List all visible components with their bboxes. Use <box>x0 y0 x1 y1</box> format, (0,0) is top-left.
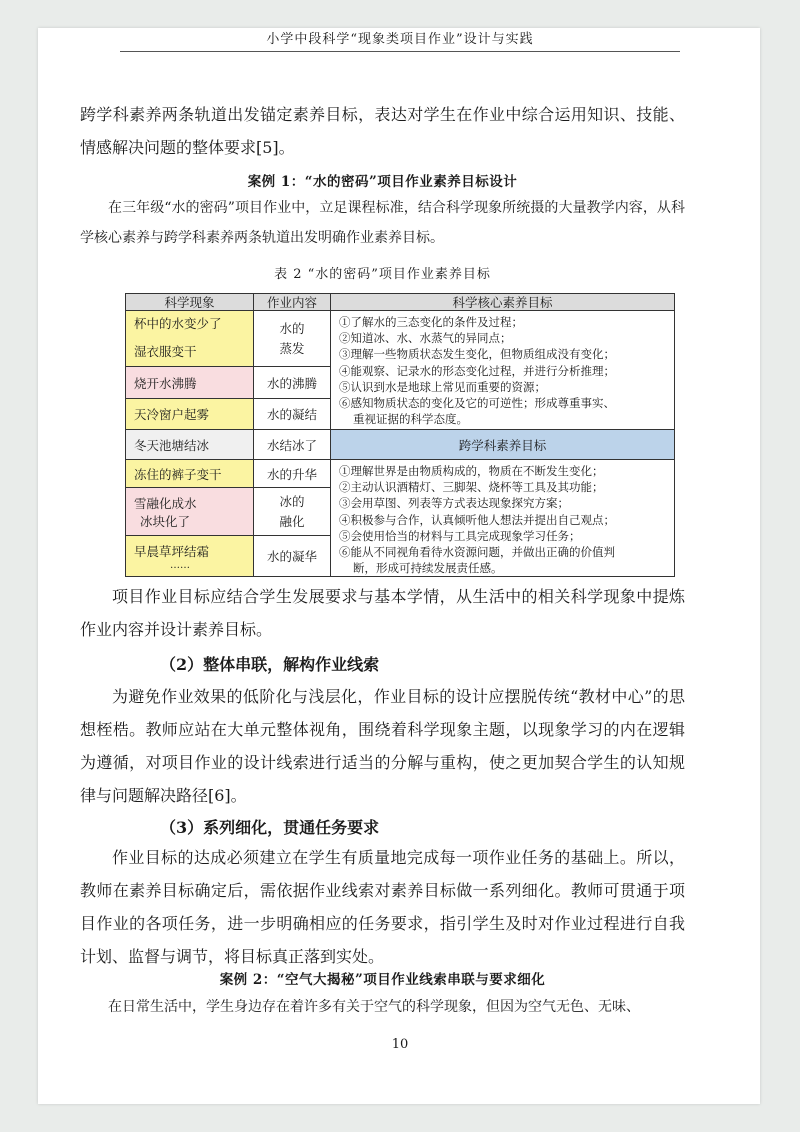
content-cell: 水结冰了 <box>254 430 331 460</box>
cross-goals-header: 跨学科素养目标 <box>331 430 674 460</box>
case2-text: 在日常生活中，学生身边存在着许多有关于空气的科学现象，但因为空气无色、无味、 <box>108 999 640 1015</box>
running-header: 小学中段科学“现象类项目作业”设计与实践 <box>120 28 680 52</box>
goal-item: ①了解水的三态变化的条件及过程； <box>339 315 523 329</box>
goal-item: ⑥能从不同视角看待水资源问题，并做出正确的价值判 <box>339 545 615 560</box>
paragraph-section3: 作业目标的达成必须建立在学生有质量地完成每一项作业任务的基础上。所以，教师在素养目标确定后，需依据作业线索对素养目标做一系列细化。教师可贯通于项目作业的各项任务，进一步明确相应的任务要求，指引学生及时对作业过程进行自我计划、监督与调节，将目标真正落到实处。 <box>80 848 685 966</box>
case2-title: 案例 2：“空气大揭秘”项目作业线索串联与要求细化 <box>219 972 546 988</box>
section-heading-3: （3）系列细化，贯通任务要求 <box>160 818 380 837</box>
phenomenon-text: 早晨草坪结霜 <box>134 543 210 559</box>
goal-item: ②知道冰、水、水蒸气的异同点； <box>339 331 512 346</box>
goal-item: 重视证据的科学态度。 <box>353 412 468 427</box>
content-cell-evaporation <box>254 311 331 367</box>
section-heading-2: （2）整体串联，解构作业线索 <box>160 655 380 674</box>
content-cell: 水的沸腾 <box>254 367 331 399</box>
case1-title: 案例 1：“水的密码”项目作业素养目标设计 <box>247 174 518 190</box>
table-caption: 表 2 “水的密码”项目作业素养目标 <box>274 267 491 282</box>
phenomenon-cell-melting <box>126 488 254 536</box>
phenomenon-cell-frost <box>126 536 254 576</box>
content-text: 蒸发 <box>279 340 305 356</box>
goal-item: ⑤会使用恰当的材料与工具完成现象学习任务； <box>339 528 581 543</box>
phenomenon-text: 冰块化了 <box>140 513 191 529</box>
goal-item: ③理解一些物质状态发生变化，但物质组成没有变化； <box>339 347 615 362</box>
goals-table <box>125 293 675 577</box>
phenomenon-cell: 杯中的水变少了 <box>126 311 254 335</box>
core-goals-list <box>331 311 674 430</box>
page-number: 10 <box>391 1037 409 1052</box>
header-phenomenon: 科学现象 <box>126 294 254 311</box>
goal-item: ③会用草图、列表等方式表达现象探究方案； <box>339 496 569 511</box>
content-text: 冰的 <box>279 493 305 509</box>
goal-item: ④能观察、记录水的形态变化过程，并进行分析推理； <box>339 363 615 378</box>
header-core-goals: 科学核心素养目标 <box>331 294 674 311</box>
phenomenon-cell: 冻住的裤子变干 <box>126 460 254 488</box>
goal-item: ④积极参与合作，认真倾听他人想法并提出自己观点； <box>339 512 615 527</box>
phenomenon-cell: 烧开水沸腾 <box>126 367 254 399</box>
goal-item: ⑤认识到水是地球上常见而重要的资源； <box>339 379 546 394</box>
phenomenon-cell: 天冷窗户起雾 <box>126 399 254 430</box>
content-cell: 水的凝华 <box>254 536 331 576</box>
paragraph-section2: 为避免作业效果的低阶化与浅层化，作业目标的设计应摆脱传统“教材中心”的思想桎梏。教师应站在大单元整体视角，围绕着科学现象主题，以现象学习的内在逻辑为遵循，对项目作业的设计线索进行适当的分解与重构，使之更加契合学生的认知规律与问题解决路径[6]。 <box>80 687 685 805</box>
content-text: 融化 <box>279 513 305 529</box>
header-content: 作业内容 <box>254 294 331 311</box>
paragraph-intro: 跨学科素养两条轨道出发锚定素养目标，表达对学生在作业中综合运用知识、技能、情感解决问题的整体要求[5]。 <box>80 105 685 157</box>
goal-item: ①理解世界是由物质构成的，物质在不断发生变化； <box>339 464 604 478</box>
phenomenon-cell: 冬天池塘结冰 <box>126 430 254 460</box>
paragraph-summary: 项目作业目标应结合学生发展要求与基本学情，从生活中的相关科学现象中提炼作业内容并设计素养目标。 <box>80 587 685 639</box>
content-cell: 水的凝结 <box>254 399 331 430</box>
phenomenon-cell: 湿衣服变干 <box>126 335 254 367</box>
phenomenon-text: 雪融化成水 <box>134 495 197 511</box>
content-text: 水的 <box>279 320 305 336</box>
content-cell: 水的升华 <box>254 460 331 488</box>
content-cell-melting <box>254 488 331 536</box>
cross-goals-list <box>331 460 674 576</box>
ellipsis-text: …… <box>170 559 190 571</box>
goal-item: ②主动认识酒精灯、三脚架、烧杯等工具及其功能； <box>339 480 604 495</box>
case1-text: 在三年级“水的密码”项目作业中，立足课程标准，结合科学现象所统摄的大量教学内容，从科学核心素养与跨学科素养两条轨道出发明确作业素养目标。 <box>80 200 685 246</box>
goal-item: 断，形成可持续发展责任感。 <box>353 561 503 576</box>
goal-item: ⑥感知物质状态的变化及它的可逆性；形成尊重事实、 <box>339 396 615 411</box>
